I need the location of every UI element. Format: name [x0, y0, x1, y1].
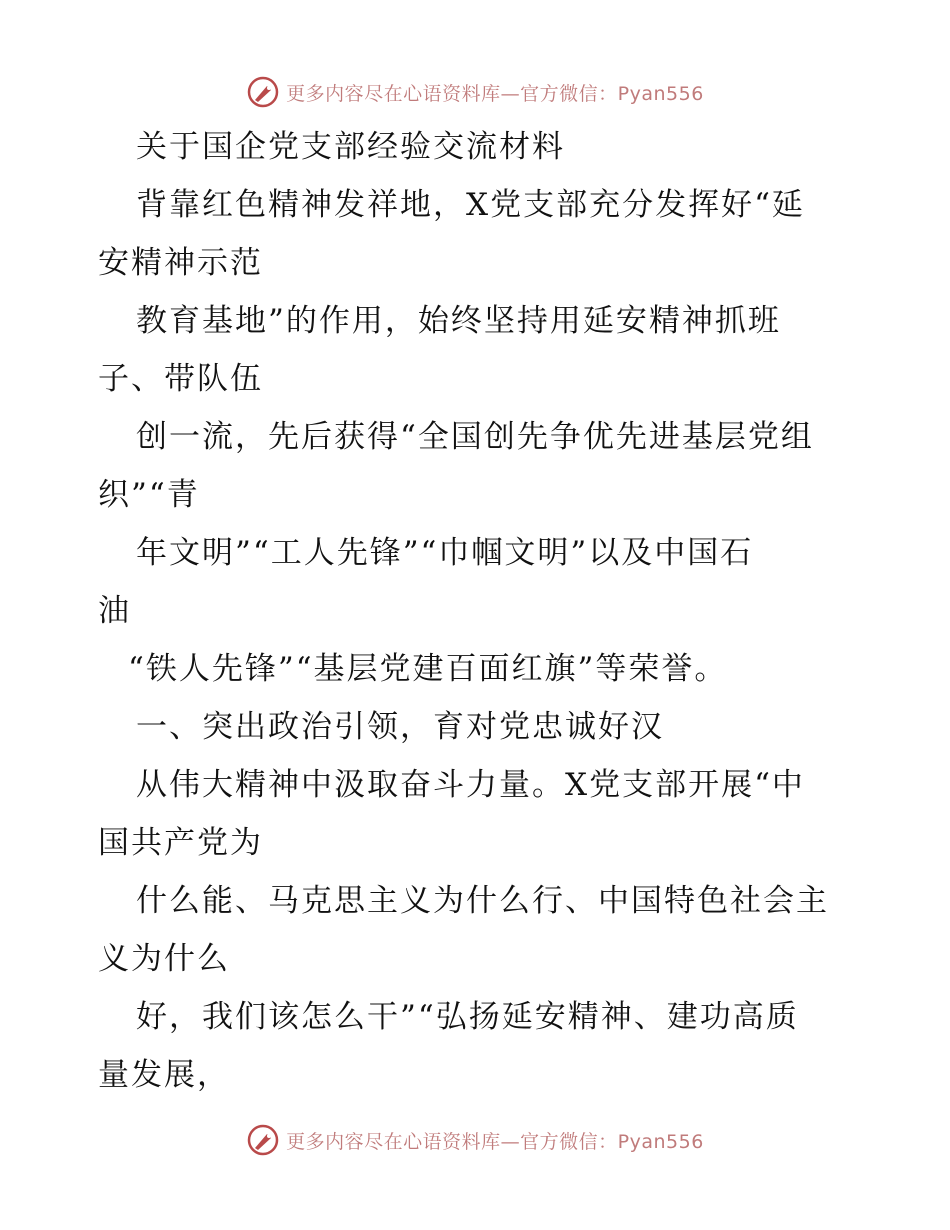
paragraph-line: 背靠红色精神发祥地，X党支部充分发挥好“延 — [136, 187, 805, 223]
paragraph-line: “铁人先锋”“基层党建百面红旗”等荣誉。 — [128, 651, 728, 687]
paragraph-line: 油 — [98, 593, 131, 629]
paragraph-line: 义为什么 — [98, 941, 230, 977]
section-heading: 一、突出政治引领，育对党忠诚好汉 — [136, 709, 664, 745]
paragraph-line: 量发展， — [98, 1057, 230, 1093]
footer-watermark — [0, 1120, 950, 1160]
pen-nib-logo-icon — [246, 75, 280, 109]
paragraph-line: 子、带队伍 — [98, 361, 263, 397]
paragraph-line: 创一流，先后获得“全国创先争优先进基层党组 — [136, 419, 814, 455]
doc-title: 关于国企党支部经验交流材料 — [136, 129, 565, 165]
paragraph-line: 什么能、马克思主义为什么行、中国特色社会主 — [136, 883, 829, 919]
paragraph-line: 从伟大精神中汲取奋斗力量。X党支部开展“中 — [136, 767, 805, 803]
header-watermark — [0, 72, 950, 112]
document-body — [98, 118, 858, 1104]
paragraph-line: 织”“青 — [98, 477, 200, 513]
watermark-text: 更多内容尽在心语资料库—官方微信：Pyan556 — [286, 1130, 704, 1153]
watermark-text: 更多内容尽在心语资料库—官方微信：Pyan556 — [286, 82, 704, 105]
paragraph-line: 年文明”“工人先锋”“巾帼文明”以及中国石 — [136, 535, 754, 571]
paragraph-line: 好，我们该怎么干”“弘扬延安精神、建功高质 — [136, 999, 799, 1035]
paragraph-line: 教育基地”的作用，始终坚持用延安精神抓班 — [136, 303, 781, 339]
pen-nib-logo-icon — [246, 1123, 280, 1157]
paragraph-line: 安精神示范 — [98, 245, 263, 281]
paragraph-line: 国共产党为 — [98, 825, 263, 861]
